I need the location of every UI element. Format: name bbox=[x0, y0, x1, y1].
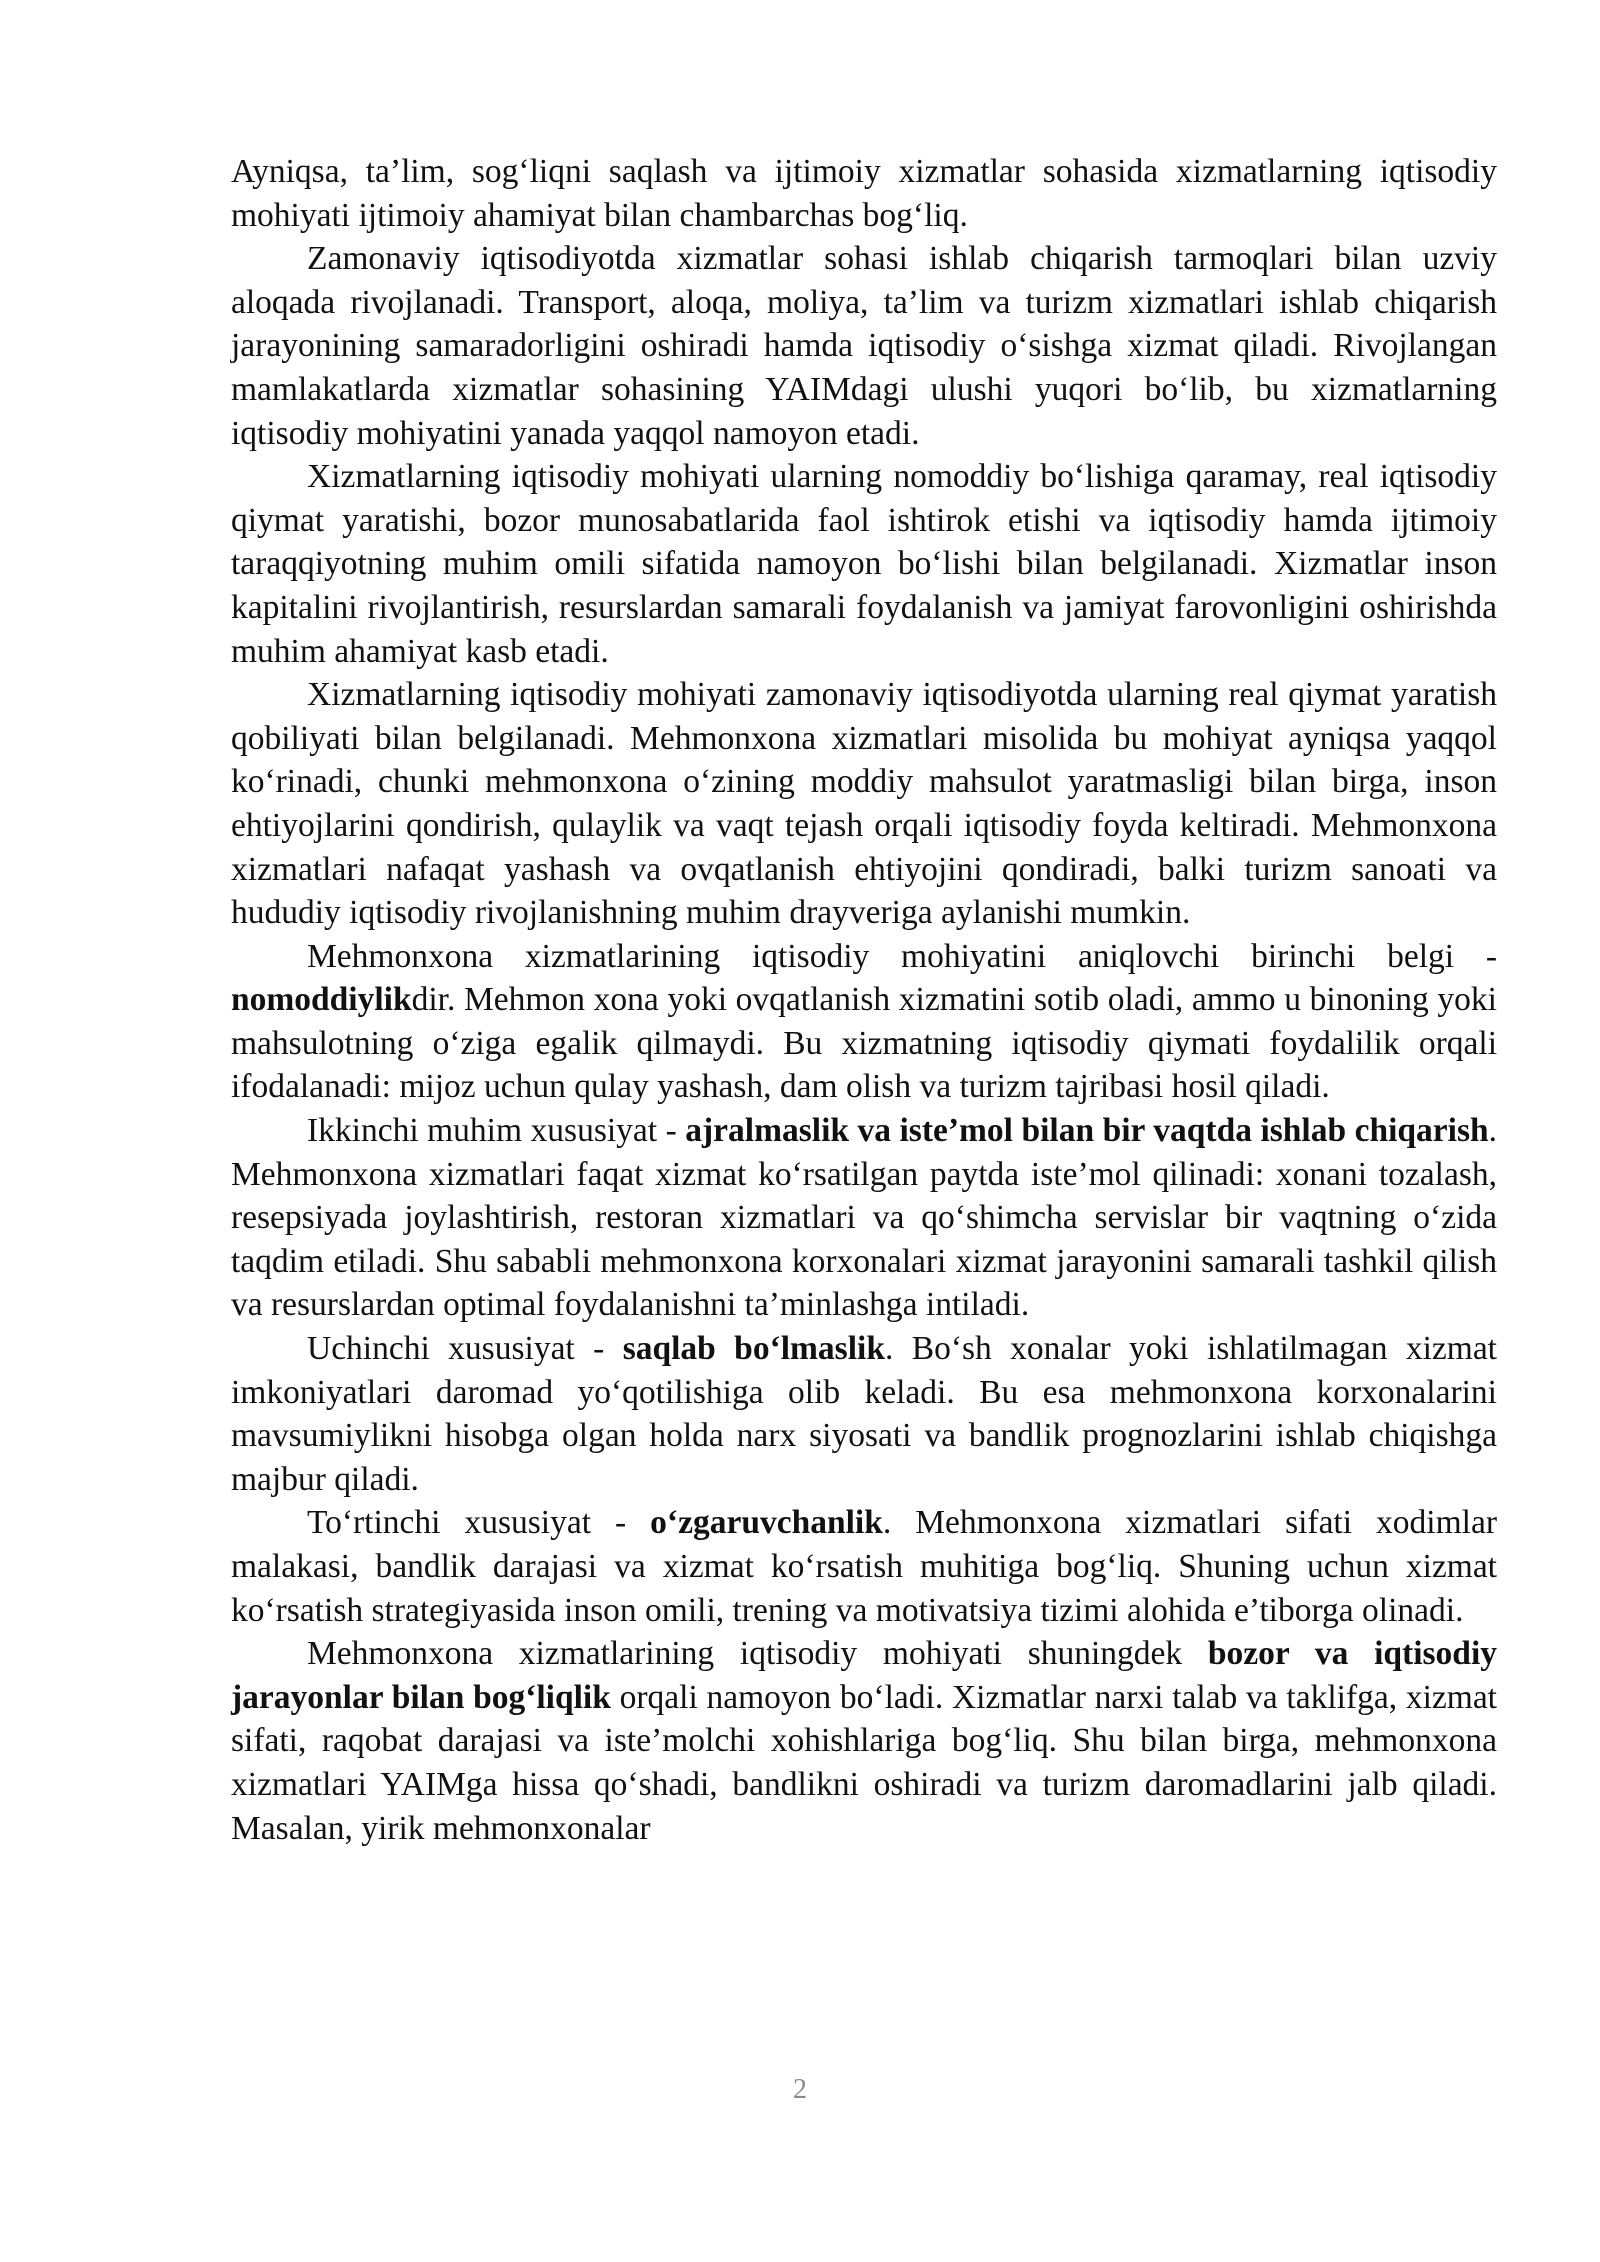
paragraph bbox=[231, 150, 1497, 237]
paragraph bbox=[231, 1501, 1497, 1632]
paragraph bbox=[231, 237, 1497, 455]
paragraph-text: Uchinchi xususiyat - bbox=[307, 1330, 623, 1368]
paragraph bbox=[231, 1632, 1497, 1850]
paragraph bbox=[231, 1109, 1497, 1327]
paragraph bbox=[231, 1327, 1497, 1501]
paragraph-text: dir. Mehmon xona yoki ovqatlanish xizmatini sotib oladi, ammo u binoning yoki mahsulotning o‘ziga egalik qilmaydi. Bu xizmatning iqtisodiy qiymati foydalilik orqali ifodalanadi: mijoz uchun qulay yashash, dam olish va turizm tajribasi hosil qiladi. bbox=[231, 981, 1497, 1106]
paragraph bbox=[231, 935, 1497, 1109]
bold-term: bozor va iqtisodiy jarayonlar bilan bog‘liqlik bbox=[231, 1635, 1497, 1716]
paragraph-text: Ikkinchi muhim xususiyat - bbox=[307, 1112, 686, 1150]
paragraph-text: Mehmonxona xizmatlarining iqtisodiy mohiyatini aniqlovchi birinchi belgi - bbox=[307, 937, 1497, 975]
paragraph-text: To‘rtinchi xususiyat - bbox=[307, 1504, 651, 1542]
document-body bbox=[231, 150, 1497, 1850]
bold-term: o‘zgaruvchanlik bbox=[650, 1504, 883, 1542]
paragraph-text: Xizmatlarning iqtisodiy mohiyati ularning nomoddiy bo‘lishiga qaramay, real iqtisodiy qiymat yaratishi, bozor munosabatlarida faol ishtirok etishi va iqtisodiy hamda ijtimoiy taraqqiyotning muhim omili sifatida namoyon bo‘lishi bilan belgilanadi. Xizmatlar inson kapitalini rivojlantirish, resurslardan samarali foydalanish va jamiyat farovonligini oshirishda muhim ahamiyat kasb etadi. bbox=[231, 458, 1497, 670]
paragraph-text: Zamonaviy iqtisodiyotda xizmatlar sohasi ishlab chiqarish tarmoqlari bilan uzviy aloqada rivojlanadi. Transport, aloqa, moliya, ta’lim va turizm xizmatlari ishlab chiqarish jarayonining samaradorligini oshiradi hamda iqtisodiy o‘sishga xizmat qiladi. Rivojlangan mamlakatlarda xizmatlar sohasining YAIMdagi ulushi yuqori bo‘lib, bu xizmatlarning iqtisodiy mohiyatini yanada yaqqol namoyon etadi. bbox=[231, 240, 1497, 452]
bold-term: nomoddiylik bbox=[231, 981, 412, 1019]
paragraph bbox=[231, 455, 1497, 673]
paragraph-text: . Bo‘sh xonalar yoki ishlatilmagan xizmat imkoniyatlari daromad yo‘qotilishiga olib keladi. Bu esa mehmonxona korxonalarini mavsumiylikni hisobga olgan holda narx siyosati va bandlik prognozlarini ishlab chiqishga majbur qiladi. bbox=[231, 1330, 1497, 1498]
paragraph-text: . Mehmonxona xizmatlari sifati xodimlar malakasi, bandlik darajasi va xizmat ko‘rsatish muhitiga bog‘liq. Shuning uchun xizmat ko‘rsatish strategiyasida inson omili, trening va motivatsiya tizimi alohida e’tiborga olinadi. bbox=[231, 1504, 1497, 1629]
bold-term: ajralmaslik va iste’mol bilan bir vaqtda ishlab chiqarish bbox=[685, 1112, 1489, 1150]
bold-term: saqlab bo‘lmaslik bbox=[622, 1330, 885, 1368]
paragraph-text: Xizmatlarning iqtisodiy mohiyati zamonaviy iqtisodiyotda ularning real qiymat yaratish qobiliyati bilan belgilanadi. Mehmonxona xizmatlari misolida bu mohiyat ayniqsa yaqqol ko‘rinadi, chunki mehmonxona o‘zining moddiy mahsulot yaratmasligi bilan birga, inson ehtiyojlarini qondirish, qulaylik va vaqt tejash orqali iqtisodiy foyda keltiradi. Mehmonxona xizmatlari nafaqat yashash va ovqatlanish ehtiyojini qondiradi, balki turizm sanoati va hududiy iqtisodiy rivojlanishning muhim drayveriga aylanishi mumkin. bbox=[231, 676, 1497, 932]
page-number: 2 bbox=[793, 2074, 807, 2105]
paragraph bbox=[231, 673, 1497, 935]
paragraph-text: . Mehmonxona xizmatlari faqat xizmat ko‘rsatilgan paytda iste’mol qilinadi: xonani tozalash, resepsiyada joylashtirish, restoran xizmatlari va qo‘shimcha servislar bir vaqtning o‘zida taqdim etiladi. Shu sababli mehmonxona korxonalari xizmat jarayonini samarali tashkil qilish va resurslardan optimal foydalanishni ta’minlashga intiladi. bbox=[231, 1112, 1498, 1324]
paragraph-text: Mehmonxona xizmatlarining iqtisodiy mohiyati shuningdek bbox=[307, 1635, 1208, 1673]
paragraph-text: orqali namoyon bo‘ladi. Xizmatlar narxi talab va taklifga, xizmat sifati, raqobat darajasi va iste’molchi xohishlariga bog‘liq. Shu bilan birga, mehmonxona xizmatlari YAIMga hissa qo‘shadi, bandlikni oshiradi va turizm daromadlarini jalb qiladi. Masalan, yirik mehmonxonalar bbox=[231, 1678, 1497, 1847]
paragraph-text: Ayniqsa, ta’lim, sog‘liqni saqlash va ijtimoiy xizmatlar sohasida xizmatlarning iqtisodiy mohiyati ijtimoiy ahamiyat bilan chambarchas bog‘liq. bbox=[231, 153, 1497, 234]
